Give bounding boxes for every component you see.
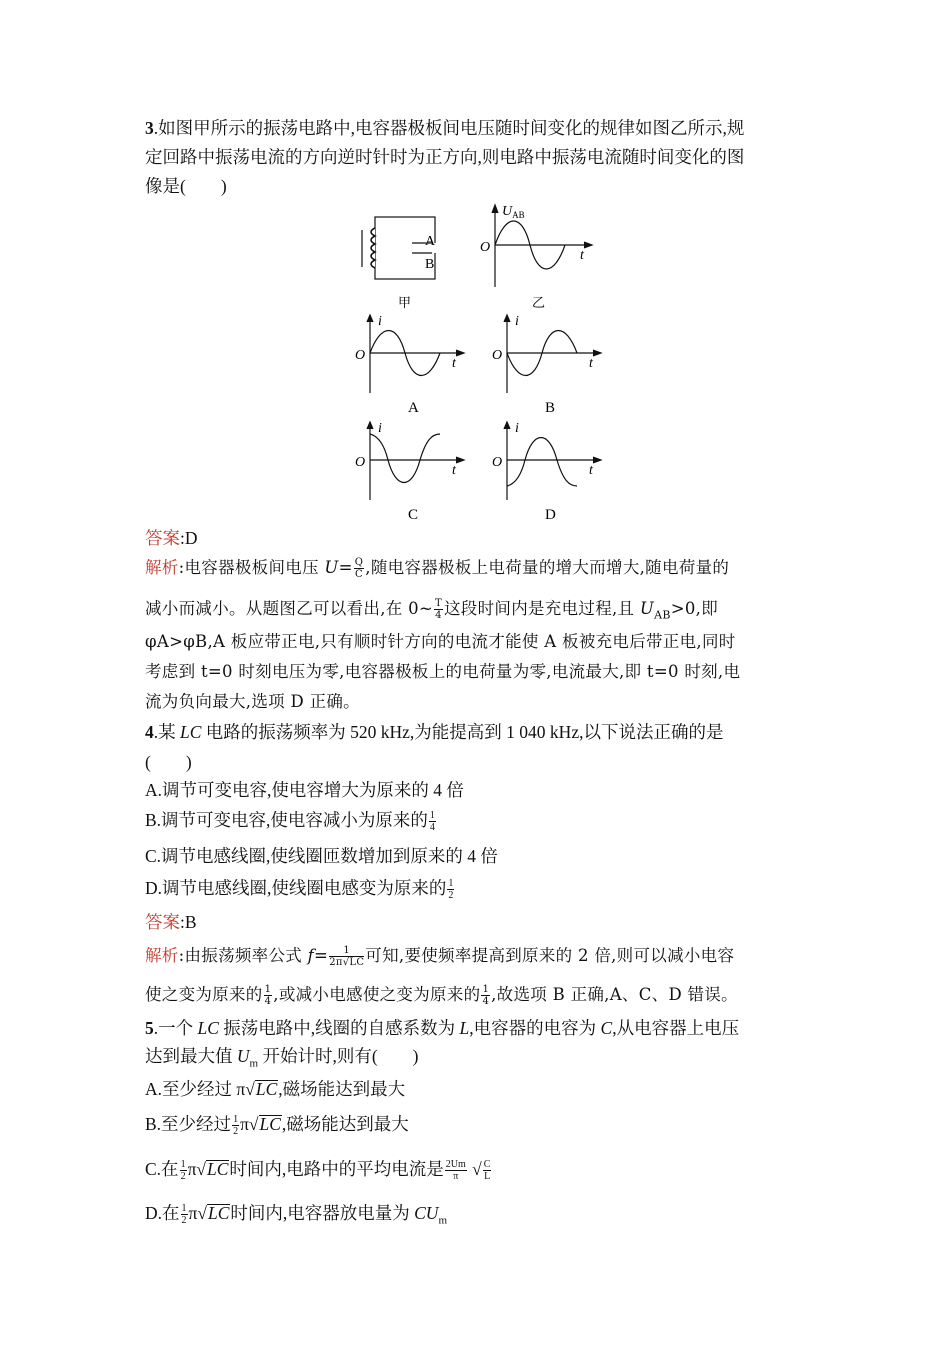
num: C [483, 1159, 491, 1171]
fraction [181, 1203, 188, 1226]
d-t-label: t [589, 463, 593, 478]
option-d-label: D [545, 507, 556, 523]
answer-value: :B [180, 912, 197, 932]
fraction [264, 984, 273, 1007]
text: D.在 [145, 1203, 180, 1223]
den: 4 [435, 610, 442, 621]
option-a-label: A [408, 400, 419, 416]
fraction-c-l [483, 1159, 492, 1182]
text: D.调节电感线圈,使线圈电感变为原来的 [145, 878, 447, 898]
num: 1 [448, 878, 454, 890]
q3-number: 3 [145, 118, 154, 138]
text: ,故选项 B 正确,A、C、D 错误。 [491, 985, 738, 1004]
a-origin: O [355, 348, 366, 363]
den: 2 [181, 1215, 187, 1227]
fraction [429, 810, 436, 833]
eq: = [314, 946, 329, 965]
num: 1 [329, 945, 364, 957]
text: 开始计时,则有( ) [258, 1046, 419, 1066]
den: 4 [264, 996, 272, 1007]
q4-analysis-line2 [145, 983, 738, 1007]
text: 电路的振荡频率为 520 kHz,为能提高到 1 040 kHz,以下说法正确的是 [201, 722, 724, 742]
text: 减小而减小。从题图乙可以看出,在 0~ [145, 599, 434, 618]
yi-origin: O [480, 240, 491, 255]
option-b-label: B [545, 400, 556, 416]
text: ,从电容器上电压 [612, 1018, 740, 1038]
plate-b-label: B [425, 257, 435, 272]
den: 4 [429, 822, 435, 834]
option-c-graph [355, 421, 464, 523]
text: ,或减小电感使之变为原来的 [273, 985, 481, 1004]
var-f: f [307, 946, 315, 965]
fraction-2um-pi [445, 1159, 467, 1182]
q3-figure [340, 195, 610, 525]
q3-line1 [145, 116, 744, 140]
text: >0,即 [670, 599, 719, 618]
text: 可知,要使频率提高到原来的 2 倍,则可以减小电容 [365, 946, 735, 965]
fraction-t-4 [434, 598, 443, 621]
q4-option-b [145, 808, 437, 833]
pi: π [188, 1203, 198, 1223]
var-u: U [324, 558, 339, 577]
text: .一个 [153, 1018, 198, 1038]
plate-a-label: A [425, 234, 436, 249]
num: T [435, 598, 442, 609]
sqrt-lc: LC [259, 1114, 281, 1134]
q4-number: 4 [145, 722, 154, 742]
q3-analysis-line2 [145, 597, 718, 627]
c-origin: O [355, 455, 366, 470]
fig-yi-label: 乙 [532, 295, 546, 310]
text: C.在 [145, 1159, 179, 1179]
a-i-label: i [378, 314, 382, 329]
pi: π [187, 1159, 197, 1179]
text: 使之变为原来的 [145, 985, 263, 1004]
q5-option-b: B.至少经过 $\frac{1}{2}$ π√LC,磁场能达到最大 [145, 1114, 409, 1138]
text: 时间内,电容器放电量为 [230, 1203, 415, 1223]
q3-analysis-line4: 考虑到 t=0 时刻电压为零,电容器极板上的电荷量为零,电流最大,即 t=0 时刻,电 [145, 662, 741, 681]
q4-option-d [145, 876, 455, 901]
eq: = [338, 558, 353, 577]
fraction [481, 984, 490, 1007]
den: 2 [233, 1126, 239, 1138]
sub: m [438, 1214, 447, 1227]
q3-line2: 定回路中振荡电流的方向逆时针时为正方向,则电路中振荡电流随时间变化的图 [145, 147, 745, 167]
fraction [180, 1159, 187, 1182]
var-lc: LC [197, 1018, 219, 1038]
text: 达到最大值 [145, 1046, 237, 1066]
var-u: U [236, 1046, 250, 1066]
fraction-freq [329, 945, 364, 968]
text: B.调节可变电容,使电容减小为原来的 [145, 810, 428, 830]
den: L [484, 1171, 491, 1183]
text: A.至少经过 π [145, 1079, 246, 1099]
var-lc: LC [180, 722, 202, 742]
option-b-graph [492, 314, 601, 416]
sqrt-lc: LC [207, 1159, 229, 1179]
option-a-graph [355, 314, 464, 416]
pi: π [240, 1114, 249, 1134]
q4-option-a: A.调节可变电容,使电容增大为原来的 4 倍 [145, 780, 464, 800]
q5-option-a: A.至少经过 π√LC,磁场能达到最大 [145, 1079, 406, 1099]
num: 1 [429, 810, 435, 822]
answer-tag: 答案 [145, 912, 180, 932]
yi-ylabel: $U_{AB}$ [502, 204, 525, 220]
sub: m [249, 1057, 259, 1070]
text: ,电容器的电容为 [469, 1018, 601, 1038]
q3-answer [145, 526, 198, 550]
option-d-graph [492, 421, 601, 523]
text: ,磁场能达到最大 [278, 1079, 406, 1099]
q3-text1: .如图甲所示的振荡电路中,电容器极板间电压随时间变化的规律如图乙所示,规 [153, 118, 745, 138]
fraction [232, 1114, 239, 1137]
num: 1 [181, 1203, 187, 1215]
den: C [355, 569, 363, 580]
q4-line1 [145, 720, 723, 744]
q5-number: 5 [145, 1018, 154, 1038]
fraction [447, 878, 454, 901]
text: 振荡电路中,线圈的自感系数为 [218, 1018, 460, 1038]
fig-jia-label: 甲 [398, 295, 412, 310]
analysis-tag: 解析 [145, 946, 179, 965]
q3-line3: 像是( ) [145, 176, 227, 196]
option-c-label: C [408, 507, 419, 523]
c-i-label: i [378, 421, 382, 436]
q4-answer [145, 910, 197, 934]
d-origin: O [492, 455, 503, 470]
answer-tag: 答案 [145, 528, 180, 548]
var-u: U [639, 599, 655, 618]
a-t-label: t [452, 356, 456, 371]
q5-option-d: D.在 $\frac{1}{2}$ π√LC时间内,电容器放电量为 $CU_m$ [145, 1203, 447, 1227]
text: 时间内,电路中的平均电流是 [229, 1159, 444, 1179]
q3-analysis-line5: 流为负向最大,选项 D 正确。 [145, 692, 360, 711]
answer-value: :D [180, 528, 198, 548]
den: 4 [482, 996, 490, 1007]
text: :由振荡频率公式 [178, 946, 308, 965]
den: 2 [180, 1171, 186, 1183]
c-t-label: t [452, 463, 456, 478]
num: 1 [264, 984, 272, 995]
sqrt-lc: LC [255, 1079, 278, 1099]
text: ,随电容器极板上电荷量的增大而增大,随电荷量的 [365, 558, 730, 577]
b-i-label: i [515, 314, 519, 329]
q5-option-c: C.在 $\frac{1}{2}$ π√LC时间内,电路中的平均电流是 $\frac{2Um}{\pi}$ √ $\frac{C}{L}$ [145, 1159, 491, 1183]
b-t-label: t [589, 356, 593, 371]
q4-option-c: C.调节电感线圈,使线圈匝数增加到原来的 4 倍 [145, 846, 498, 866]
q3-analysis-line1 [145, 556, 729, 580]
q4-line2: ( ) [145, 752, 192, 772]
num: Q [354, 557, 364, 568]
sub: AB [654, 608, 671, 622]
var-c: C [600, 1018, 613, 1038]
text: ,磁场能达到最大 [281, 1114, 409, 1134]
num: 1 [180, 1159, 186, 1171]
var-l: L [459, 1018, 470, 1038]
text: 这段时间内是充电过程,且 [444, 599, 640, 618]
b-origin: O [492, 348, 503, 363]
den: 2 [448, 890, 454, 902]
num: 2Um [445, 1159, 466, 1171]
num: 1 [482, 984, 490, 995]
sqrt-lc: LC [207, 1203, 230, 1223]
den: π [453, 1171, 459, 1183]
text: B.至少经过 [145, 1114, 232, 1134]
analysis-tag: 解析 [145, 558, 179, 577]
text: :电容器极板间电压 [178, 558, 325, 577]
d-i-label: i [515, 421, 519, 436]
q3-analysis-line3: φA>φB,A 板应带正电,只有顺时针方向的电流才能使 A 板被充电后带正电,同时 [145, 632, 736, 651]
yi-t-label: t [580, 248, 584, 263]
num: 1 [233, 1114, 239, 1126]
q4-analysis-line1 [145, 944, 734, 968]
q5-line1 [145, 1016, 739, 1040]
fraction-q-c [354, 557, 365, 580]
den: 2π√LC [329, 957, 365, 968]
var-cu: CU [414, 1203, 439, 1223]
text: .某 [153, 722, 180, 742]
q5-line2 [145, 1044, 418, 1076]
